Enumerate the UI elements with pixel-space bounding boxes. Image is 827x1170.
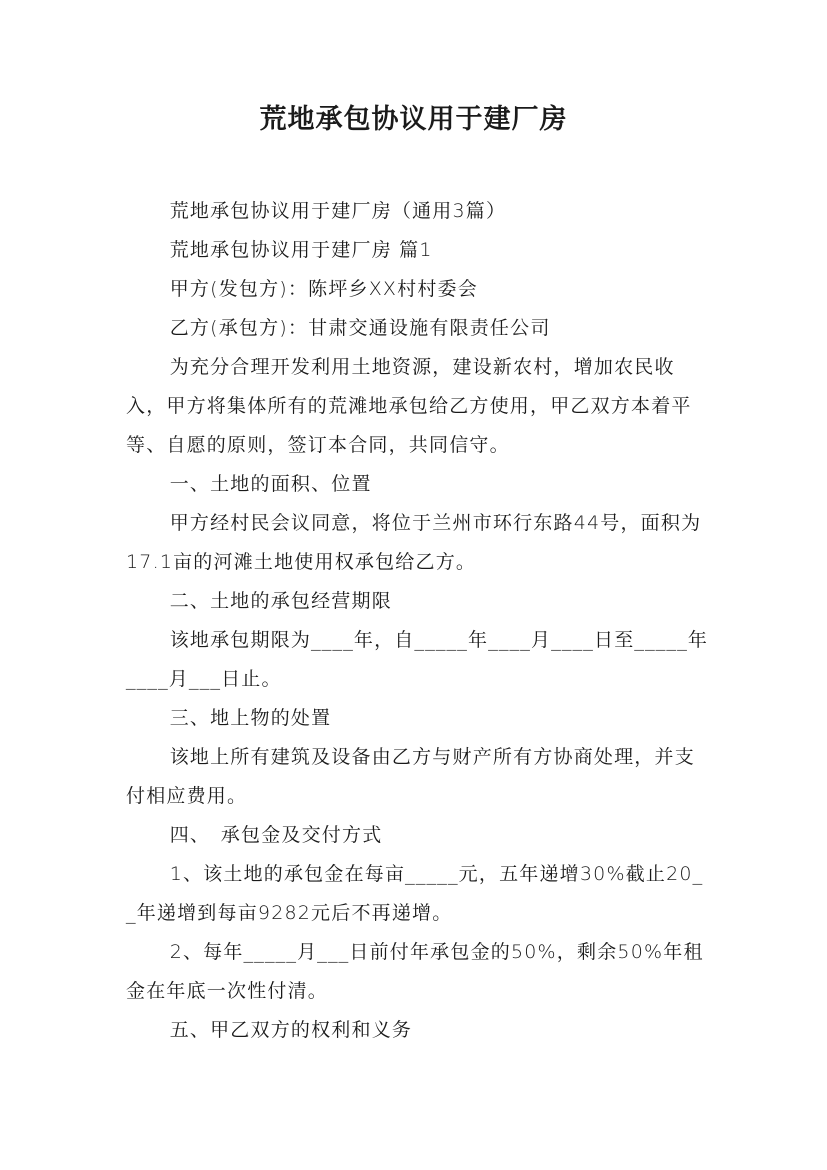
preamble-paragraph: 为充分合理开发利用土地资源，建设新农村，增加农民收入，甲方将集体所有的荒滩地承包给乙方使用，甲乙双方本着平等、自愿的原则，签订本合同，共同信守。 [126, 356, 692, 456]
clause-heading-4: 四、 承包金及交付方式 [169, 824, 383, 846]
subtitle-paragraph: 荒地承包协议用于建厂房（通用3篇） [169, 200, 507, 222]
party-b-line: 乙方(承包方)：甘肃交通设施有限责任公司 [169, 317, 551, 339]
clause-heading-3: 三、地上物的处置 [169, 707, 332, 729]
document-body [126, 192, 711, 1050]
clause-paragraph-4-2: 2、每年_____月___日前付年承包金的50%，剩余50%年租金在年底一次性付清。 [126, 941, 704, 1002]
party-a-line: 甲方(发包方)：陈坪乡XX村村委会 [169, 278, 478, 300]
document-title: 荒地承包协议用于建厂房 [259, 104, 568, 135]
clause-paragraph-4-1: 1、该土地的承包金在每亩_____元，五年递增30%截止20__年递增到每亩9282元后不再递增。 [126, 863, 704, 924]
clause-paragraph-1: 甲方经村民会议同意，将位于兰州市环行东路44号，面积为17.1亩的河滩土地使用权承包给乙方。 [126, 512, 702, 573]
clause-heading-5: 五、甲乙双方的权利和义务 [169, 1019, 413, 1041]
clause-heading-1: 一、土地的面积、位置 [169, 473, 372, 495]
section-heading: 荒地承包协议用于建厂房 篇1 [169, 239, 433, 261]
clause-heading-2: 二、土地的承包经营期限 [169, 590, 392, 612]
clause-paragraph-2: 该地承包期限为____年，自_____年____月____日至_____年____月___日止。 [126, 629, 709, 690]
clause-paragraph-3: 该地上所有建筑及设备由乙方与财产所有方协商处理，并支付相应费用。 [126, 746, 695, 807]
